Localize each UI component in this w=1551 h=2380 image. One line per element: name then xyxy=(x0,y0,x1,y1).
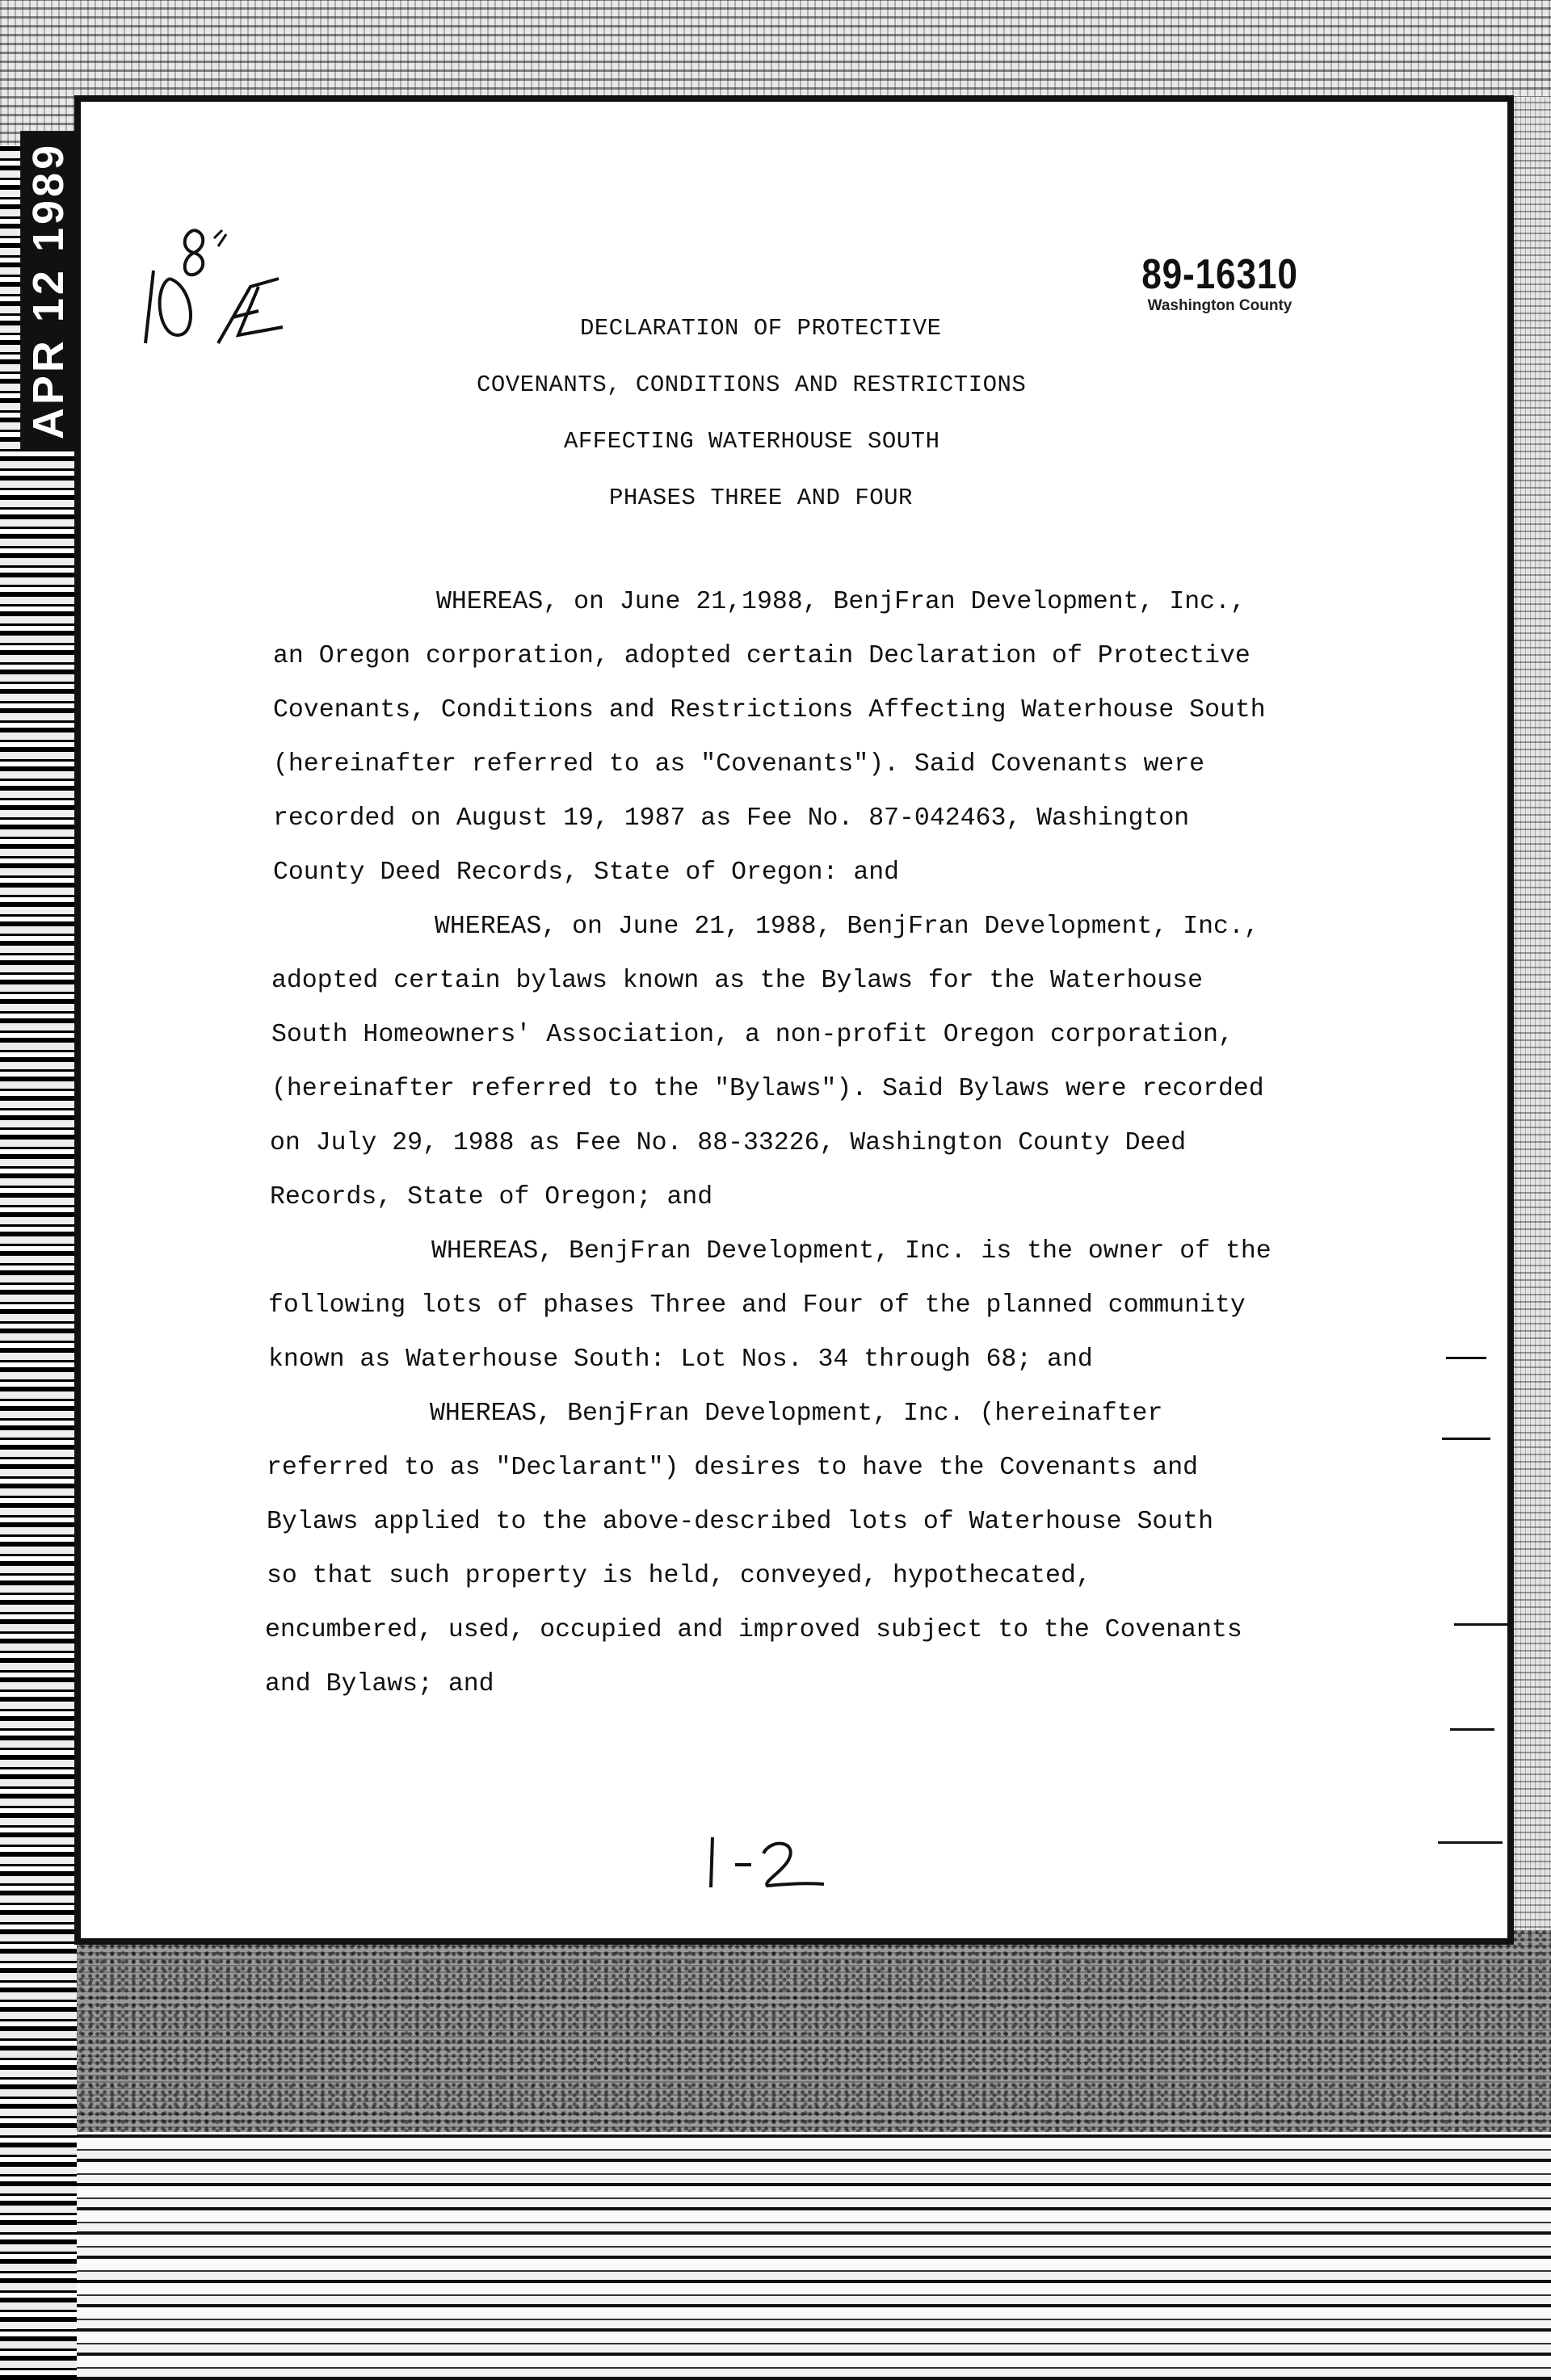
handwritten-annotation-graphic xyxy=(137,222,291,363)
title-line: COVENANTS, CONDITIONS AND RESTRICTIONS xyxy=(477,371,1027,398)
handwritten-annotation xyxy=(137,222,291,363)
county-name: Washington County xyxy=(1147,297,1292,314)
body-line: WHEREAS, on June 21,1988, BenjFran Development, Inc., xyxy=(436,588,1246,616)
body-line: County Deed Records, State of Oregon: and xyxy=(273,858,900,887)
handwritten-page-number xyxy=(695,1829,840,1894)
margin-mark xyxy=(1442,1438,1490,1440)
scan-streaks-bottom xyxy=(0,2132,1551,2380)
title-line: AFFECTING WATERHOUSE SOUTH xyxy=(564,428,940,455)
receipt-date-stamp xyxy=(0,141,97,440)
recording-stamp xyxy=(1099,250,1341,315)
scan-noise-left xyxy=(0,145,77,2380)
receipt-date-text: APR 12 1989 xyxy=(20,131,77,451)
body-line: on July 29, 1988 as Fee No. 88-33226, Washington County Deed xyxy=(270,1129,1187,1157)
body-line: an Oregon corporation, adopted certain Declaration of Protective xyxy=(273,642,1250,670)
body-line: WHEREAS, on June 21, 1988, BenjFran Development, Inc., xyxy=(435,913,1259,941)
body-line: Covenants, Conditions and Restrictions Affecting Waterhouse South xyxy=(273,696,1266,724)
title-line: DECLARATION OF PROTECTIVE xyxy=(580,315,942,342)
body-line: (hereinafter referred to as "Covenants"). Said Covenants were xyxy=(273,750,1205,779)
body-line: WHEREAS, BenjFran Development, Inc. (hereinafter xyxy=(430,1400,1163,1428)
title-line: PHASES THREE AND FOUR xyxy=(609,485,913,511)
body-line: recorded on August 19, 1987 as Fee No. 87-042463, Washington xyxy=(273,804,1190,833)
body-line: South Homeowners' Association, a non-profit Oregon corporation, xyxy=(271,1021,1234,1049)
margin-mark xyxy=(1446,1357,1486,1359)
body-line: Bylaws applied to the above-described lots of Waterhouse South xyxy=(267,1508,1213,1536)
margin-mark xyxy=(1438,1841,1503,1844)
body-line: adopted certain bylaws known as the Bylaws for the Waterhouse xyxy=(271,967,1204,995)
body-line: Records, State of Oregon; and xyxy=(270,1183,713,1211)
handwritten-page-number-graphic xyxy=(695,1829,840,1894)
body-line: referred to as "Declarant") desires to have the Covenants and xyxy=(267,1454,1199,1482)
body-line: following lots of phases Three and Four of the planned community xyxy=(268,1291,1246,1320)
body-line: known as Waterhouse South: Lot Nos. 34 through 68; and xyxy=(268,1345,1093,1374)
body-line: encumbered, used, occupied and improved subject to the Covenants xyxy=(265,1616,1242,1644)
body-line: WHEREAS, BenjFran Development, Inc. is the owner of the xyxy=(431,1237,1271,1266)
body-line: so that such property is held, conveyed, hypothecated, xyxy=(267,1562,1091,1590)
body-line: (hereinafter referred to the "Bylaws"). Said Bylaws were recorded xyxy=(271,1075,1264,1103)
fee-number: 89-16310 xyxy=(1141,251,1298,298)
margin-marks xyxy=(1438,1357,1527,1922)
margin-mark xyxy=(1450,1728,1494,1731)
body-line: and Bylaws; and xyxy=(265,1670,494,1698)
margin-mark xyxy=(1454,1623,1511,1626)
